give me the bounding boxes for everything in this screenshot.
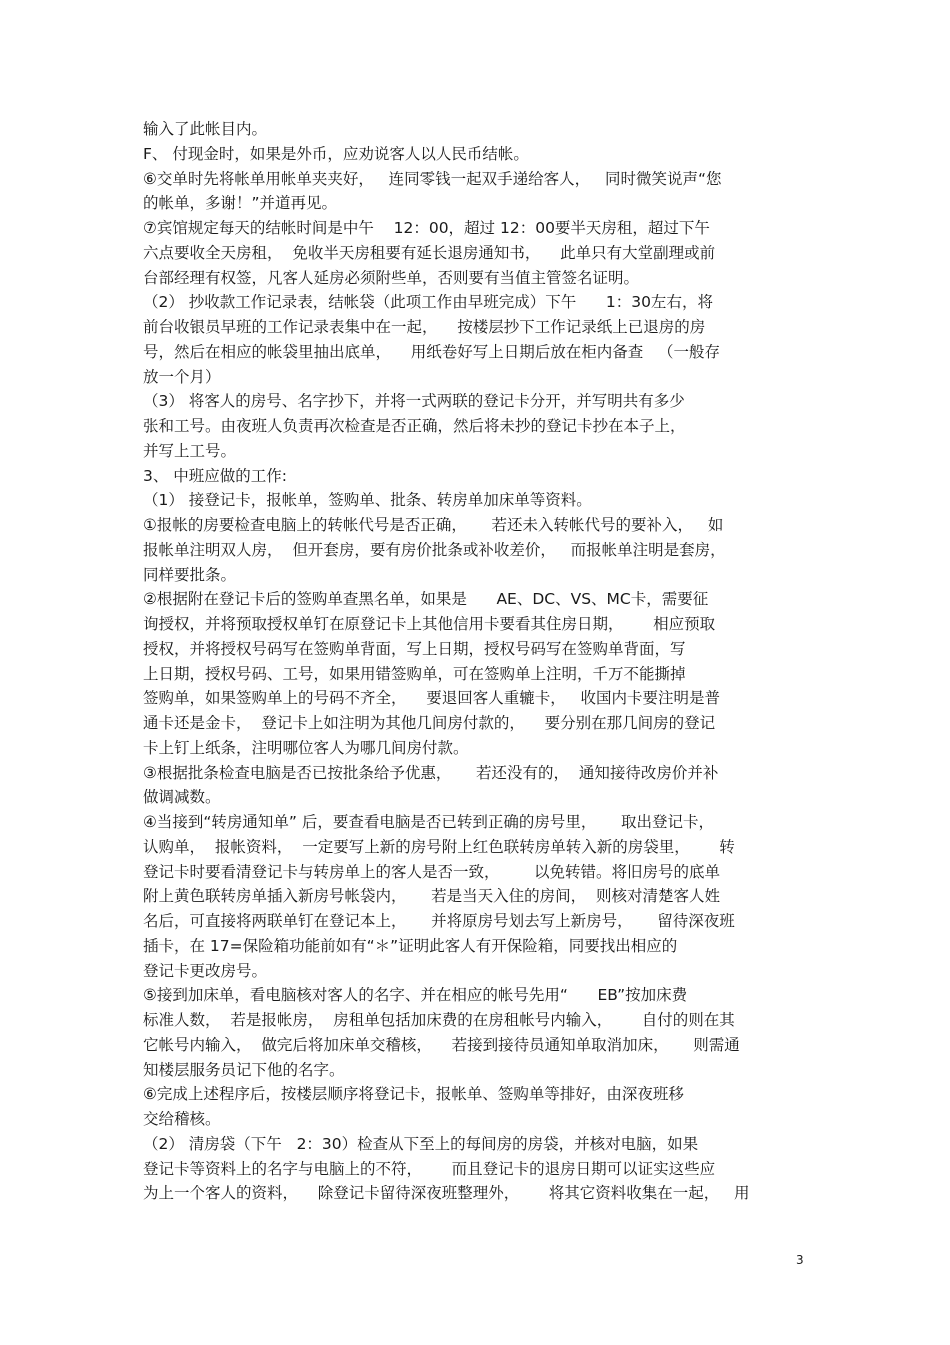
text-line: 六点要收全天房租， 免收半天房租要有延长退房通知书， 此单只有大堂副理或前 — [143, 243, 716, 262]
text-line: 报帐单注明双人房， 但开套房，要有房价批条或补收差价， 而报帐单注明是套房， — [143, 540, 726, 559]
text-line: 卡上钉上纸条，注明哪位客人为哪几间房付款。 — [143, 738, 469, 757]
text-line: 签购单，如果签购单上的号码不齐全， 要退回客人重辘卡， 收国内卡要注明是普 — [143, 689, 720, 708]
text-line: 交给稽核。 — [143, 1110, 221, 1128]
text-line: 输入了此帐目内。 — [143, 120, 268, 138]
text-line: ④当接到“转房通知单” 后，要查看电脑是否已转到正确的房号里， 取出登记卡， — [143, 813, 715, 831]
text-line: 台部经理有权签，凡客人延房必须附些单，否则要有当值主管签名证明。 — [143, 268, 640, 287]
text-line: 为上一个客人的资料， 除登记卡留待深夜班整理外， 将其它资料收集在一起， 用 — [143, 1184, 750, 1203]
text-line: ①报帐的房要检查电脑上的转帐代号是否正确， 若还未入转帐代号的要补入， 如 — [143, 516, 724, 534]
text-line: 通卡还是金卡， 登记卡上如注明为其他几间房付款的， 要分别在那几间房的登记 — [143, 714, 716, 732]
text-line: F、 付现金时，如果是外币，应劝说客人以人民币结帐。 — [143, 144, 529, 163]
text-line: 附上黄色联转房单插入新房号帐袋内， 若是当天入住的房间， 则核对清楚客人姓 — [143, 887, 720, 906]
text-line: ⑤接到加床单，看电脑核对客人的名字、并在相应的帐号先用“ EB”按加床费 — [143, 986, 688, 1005]
text-line: 做调减数。 — [143, 788, 221, 807]
text-line: 授权，并将授权号码写在签购单背面，写上日期，授权号码写在签购单背面，写 — [143, 639, 686, 658]
text-line: 插卡，在 17=保险箱功能前如有“＊”证明此客人有开保险箱，同要找出相应的 — [143, 936, 678, 955]
text-line: 的帐单，多谢！”并道再见。 — [143, 194, 338, 213]
text-line: ⑥完成上述程序后，按楼层顺序将登记卡，报帐单、签购单等排好，由深夜班移 — [143, 1085, 684, 1104]
text-line: 标准人数， 若是报帐房， 房租单包括加床费的在房租帐号内输入， 自付的则在其 — [143, 1011, 735, 1029]
text-line: （3） 将客人的房号、名字抄下，并将一式两联的登记卡分开，并写明共有多少 — [143, 392, 685, 411]
text-line: 登记卡等资料上的名字与电脑上的不符， 而且登记卡的退房日期可以证实这些应 — [143, 1159, 716, 1178]
text-line: ⑦宾馆规定每天的结帐时间是中午 12：00，超过 12：00要半天房租，超过下午 — [143, 219, 710, 237]
text-line: （1） 接登记卡，报帐单，签购单、批条、转房单加床单等资料。 — [143, 491, 592, 510]
text-line: 并写上工号。 — [143, 441, 237, 460]
text-line: ②根据附在登记卡后的签购单查黑名单，如果是 AE、DC、VS、MC卡，需要征 — [143, 590, 709, 609]
text-line: 同样要批条。 — [143, 565, 237, 584]
text-line: 它帐号内输入， 做完后将加床单交稽核， 若接到接待员通知单取消加床， 则需通 — [143, 1035, 740, 1054]
text-line: 名后，可直接将两联单钉在登记本上， 并将原房号划去写上新房号， 留待深夜班 — [143, 912, 735, 930]
text-line: 3、 中班应做的工作: — [143, 466, 288, 485]
text-line: ③根据批条检查电脑是否已按批条给予优惠， 若还没有的， 通知接待改房价并补 — [143, 763, 719, 782]
text-line: 认购单， 报帐资料， 一定要写上新的房号附上红色联转房单转入新的房袋里， 转 — [143, 837, 735, 856]
text-line: 知楼层服务员记下他的名字。 — [143, 1060, 345, 1079]
text-line: ⑥交单时先将帐单用帐单夹夹好， 连同零钱一起双手递给客人， 同时微笑说声“您 — [143, 169, 722, 188]
text-line: 放一个月） — [143, 367, 221, 386]
page-number: 3 — [796, 1253, 804, 1267]
text-line: 上日期，授权号码、工号，如果用错签购单，可在签购单上注明，千万不能撕掉 — [143, 664, 686, 683]
text-line: （2） 抄收款工作记录表，结帐袋（此项工作由早班完成）下午 1：30左右，将 — [143, 293, 713, 312]
text-line: 号，然后在相应的帐袋里抽出底单， 用纸卷好写上日期后放在柜内备查 （一般存 — [143, 342, 720, 361]
text-line: 张和工号。由夜班人负责再次检查是否正确，然后将未抄的登记卡抄在本子上， — [143, 417, 686, 435]
text-line: 登记卡时要看清登记卡与转房单上的客人是否一致， 以免转错。将旧房号的底单 — [143, 862, 720, 881]
text-line: 询授权，并将预取授权单钉在原登记卡上其他信用卡要看其住房日期， 相应预取 — [143, 615, 716, 633]
text-line: 前台收银员早班的工作记录表集中在一起， 按楼层抄下工作记录纸上已退房的房 — [143, 318, 706, 336]
text-line: （2） 清房袋（下午 2：30）检查从下至上的每间房的房袋，并核对电脑，如果 — [143, 1134, 699, 1153]
text-line: 登记卡更改房号。 — [143, 961, 268, 980]
